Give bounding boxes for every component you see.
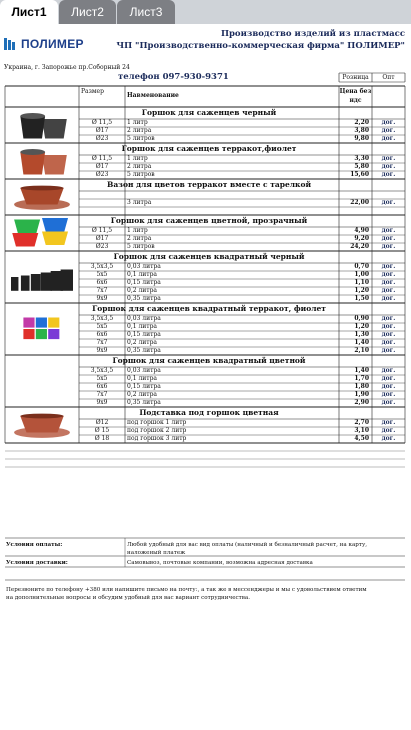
terracotta-pots-icon	[11, 146, 73, 176]
row-name: 0,15 литра	[127, 279, 161, 286]
row-name: под горшок 3 литр	[127, 435, 187, 442]
row-name: 0,2 литра	[127, 391, 157, 398]
row-wholesale: дог.	[381, 295, 396, 302]
row-size: Ø12	[95, 419, 109, 426]
row-price: 1,10	[354, 279, 369, 286]
row-wholesale: дог.	[381, 287, 396, 294]
row-size: Ø 15	[94, 427, 110, 434]
row-size: 9х9	[96, 295, 108, 302]
row-size: 6х6	[96, 279, 108, 286]
row-size: 9х9	[96, 399, 108, 406]
row-name: 0,35 литра	[127, 347, 161, 354]
row-name: 0,03 литра	[127, 263, 161, 270]
row-wholesale: дог.	[381, 399, 396, 406]
row-price: 5,80	[354, 163, 369, 170]
column-retail: Розница	[342, 74, 369, 81]
tab-sheet2[interactable]: Лист2	[59, 0, 116, 24]
row-size: Ø17	[95, 163, 109, 170]
row-price: 0,90	[354, 315, 369, 322]
row-name: 2 литра	[127, 235, 152, 242]
row-name: 2 литра	[127, 127, 152, 134]
row-size: Ø23	[95, 135, 109, 142]
row-price: 1,70	[354, 375, 369, 382]
row-size	[79, 199, 125, 207]
company-logo	[4, 36, 84, 52]
square-colored-pots-icon	[11, 306, 73, 352]
row-name: под горшок 1 литр	[127, 419, 187, 426]
row-name: 0,1 литра	[127, 323, 157, 330]
row-price: 4,50	[354, 435, 369, 442]
row-price: 1,30	[354, 331, 369, 338]
row-price: 1,20	[354, 287, 369, 294]
row-size: 7х7	[96, 391, 108, 398]
row-size: 6х6	[96, 331, 108, 338]
row-name: 0,03 литра	[127, 367, 161, 374]
column-wholesale: Опт	[382, 74, 395, 81]
square-black-pots-icon	[11, 254, 73, 300]
delivery-terms-text: Самовывоз, почтовые компании, возможна адресная доставка	[127, 560, 313, 566]
row-wholesale: дог.	[381, 315, 396, 322]
row-size	[79, 207, 125, 215]
row-wholesale: дог.	[381, 367, 396, 374]
row-wholesale: дог.	[381, 235, 396, 242]
row-price: 3,80	[354, 127, 369, 134]
row-size: Ø17	[95, 127, 109, 134]
row-name: 0,15 литра	[127, 331, 161, 338]
row-wholesale: дог.	[381, 263, 396, 270]
row-wholesale: дог.	[381, 119, 396, 126]
logo-mark-icon	[4, 38, 18, 50]
colored-pots-icon	[11, 218, 73, 248]
row-name: 5 литров	[127, 243, 155, 250]
section-title: Горшок для саженцев квадратный цветной	[112, 356, 306, 365]
row-size: 3,5х3,5	[90, 263, 114, 270]
row-name: 0,35 литра	[127, 295, 161, 302]
row-name: 3 литра	[127, 199, 152, 206]
row-name: 0,15 литра	[127, 383, 161, 390]
row-size: 7х7	[96, 287, 108, 294]
row-size: 3,5х3,5	[90, 367, 114, 374]
header-title: Производство изделий из пластмасс	[220, 29, 405, 39]
row-size: Ø 18	[94, 435, 110, 442]
row-size	[79, 191, 125, 199]
row-wholesale: дог.	[381, 163, 396, 170]
row-price: 15,60	[350, 171, 369, 178]
section-title: Горшок для саженцев квадратный черный	[113, 252, 305, 261]
row-price: 1,80	[354, 383, 369, 390]
contact-note: Перезвоните по телефону +380 или напишите письмо на почту:, а так же в мессенджеры и мы с удовольствием ответим на дополнительные вопросы и обсудим удобный для вас вариант сотрудничества.	[6, 587, 367, 601]
row-wholesale: дог.	[381, 375, 396, 382]
row-name	[127, 191, 337, 199]
row-size: Ø 11,5	[91, 227, 113, 234]
row-name: под горшок 2 литр	[127, 427, 187, 434]
row-name: 5 литров	[127, 171, 155, 178]
column-size: Размер	[81, 88, 104, 95]
row-size: 6х6	[96, 383, 108, 390]
payment-terms-label: Условия оплаты:	[6, 542, 63, 548]
row-price: 4,90	[354, 227, 369, 234]
row-size: Ø23	[95, 243, 109, 250]
row-size: 7х7	[96, 339, 108, 346]
row-price: 24,20	[350, 243, 369, 250]
section-title: Вазон для цветов терракот вместе с тарелкой	[106, 180, 312, 189]
row-wholesale: дог.	[381, 331, 396, 338]
row-name: 0,2 литра	[127, 339, 157, 346]
section-title: Подставка под горшок цветная	[139, 408, 279, 417]
row-wholesale: дог.	[381, 339, 396, 346]
row-wholesale: дог.	[381, 127, 396, 134]
row-size: Ø23	[95, 171, 109, 178]
row-price	[339, 207, 369, 215]
row-wholesale: дог.	[381, 427, 396, 434]
saucer-icon	[11, 410, 73, 440]
row-size: Ø 11,5	[91, 155, 113, 162]
row-wholesale: дог.	[381, 271, 396, 278]
row-wholesale: дог.	[381, 391, 396, 398]
section-title: Горшок для саженцев терракот,фиолет	[121, 144, 297, 153]
row-size: Ø 11,5	[91, 119, 113, 126]
row-wholesale: дог.	[381, 155, 396, 162]
sheet-tabs-bar	[0, 0, 411, 24]
row-wholesale: дог.	[381, 435, 396, 442]
row-price: 3,30	[354, 155, 369, 162]
row-price	[339, 191, 369, 199]
section-title: Горшок для саженцев цветной, прозрачный	[110, 216, 308, 225]
row-wholesale: дог.	[381, 419, 396, 426]
row-price: 3,10	[354, 427, 369, 434]
row-price: 1,40	[354, 367, 369, 374]
row-price: 9,20	[354, 235, 369, 242]
row-price: 1,90	[354, 391, 369, 398]
row-name: 0,35 литра	[127, 399, 161, 406]
row-name: 1 литр	[127, 155, 148, 162]
row-price: 2,90	[354, 399, 369, 406]
row-wholesale: дог.	[381, 171, 396, 178]
row-price: 1,40	[354, 339, 369, 346]
row-wholesale: дог.	[381, 199, 396, 206]
row-price: 1,00	[354, 271, 369, 278]
delivery-terms-label: Условия доставки:	[6, 560, 68, 566]
flower-vase-icon	[11, 182, 73, 212]
row-wholesale: дог.	[381, 243, 396, 250]
row-name: 1 литр	[127, 119, 148, 126]
row-price: 9,80	[354, 135, 369, 142]
row-price: 1,20	[354, 323, 369, 330]
row-wholesale: дог.	[381, 383, 396, 390]
row-size: 5х5	[96, 375, 108, 382]
row-wholesale: дог.	[381, 323, 396, 330]
row-name: 0,2 литра	[127, 287, 157, 294]
row-size: Ø17	[95, 235, 109, 242]
row-size: 5х5	[96, 271, 108, 278]
row-size: 3,5х3,5	[90, 315, 114, 322]
row-price: 1,50	[354, 295, 369, 302]
row-name: 5 литров	[127, 135, 155, 142]
section-title: Горшок для саженцев квадратный терракот, фиолет	[92, 304, 326, 313]
row-wholesale: дог.	[381, 347, 396, 354]
row-size: 9х9	[96, 347, 108, 354]
row-price: 22,00	[350, 199, 369, 206]
black-pots-icon	[11, 110, 73, 140]
row-price: 2,10	[354, 347, 369, 354]
row-name: 0,1 литра	[127, 271, 157, 278]
brand-name: ПОЛИМЕР	[21, 37, 84, 51]
row-name: 0,03 литра	[127, 315, 161, 322]
header-company: ЧП "Производственно-коммерческая фирма" ПОЛИМЕР"	[116, 41, 405, 51]
row-price: 2,20	[354, 119, 369, 126]
row-price: 0,70	[354, 263, 369, 270]
row-name: 0,1 литра	[127, 375, 157, 382]
row-name: 1 литр	[127, 227, 148, 234]
company-address: Украина, г. Запорожье пр.Соборный 24	[4, 64, 130, 71]
tab-sheet3[interactable]: Лист3	[117, 0, 175, 24]
row-size: 5х5	[96, 323, 108, 330]
tab-sheet1[interactable]: Лист1	[0, 0, 58, 24]
column-name: Навменование	[127, 92, 179, 99]
row-name	[127, 207, 337, 215]
payment-terms-text: Любой удобный для вас вид оплаты (наличный и безналичный расчет, на карту, наложеный платеж	[127, 542, 368, 556]
row-price: 2,70	[354, 419, 369, 426]
row-wholesale: дог.	[381, 135, 396, 142]
section-title: Горшок для саженцев черный	[141, 108, 277, 117]
company-phone: телефон 097-930-9371	[118, 72, 229, 82]
row-wholesale: дог.	[381, 279, 396, 286]
row-name: 2 литра	[127, 163, 152, 170]
column-price: Цена без ндс	[339, 88, 372, 104]
row-wholesale: дог.	[381, 227, 396, 234]
